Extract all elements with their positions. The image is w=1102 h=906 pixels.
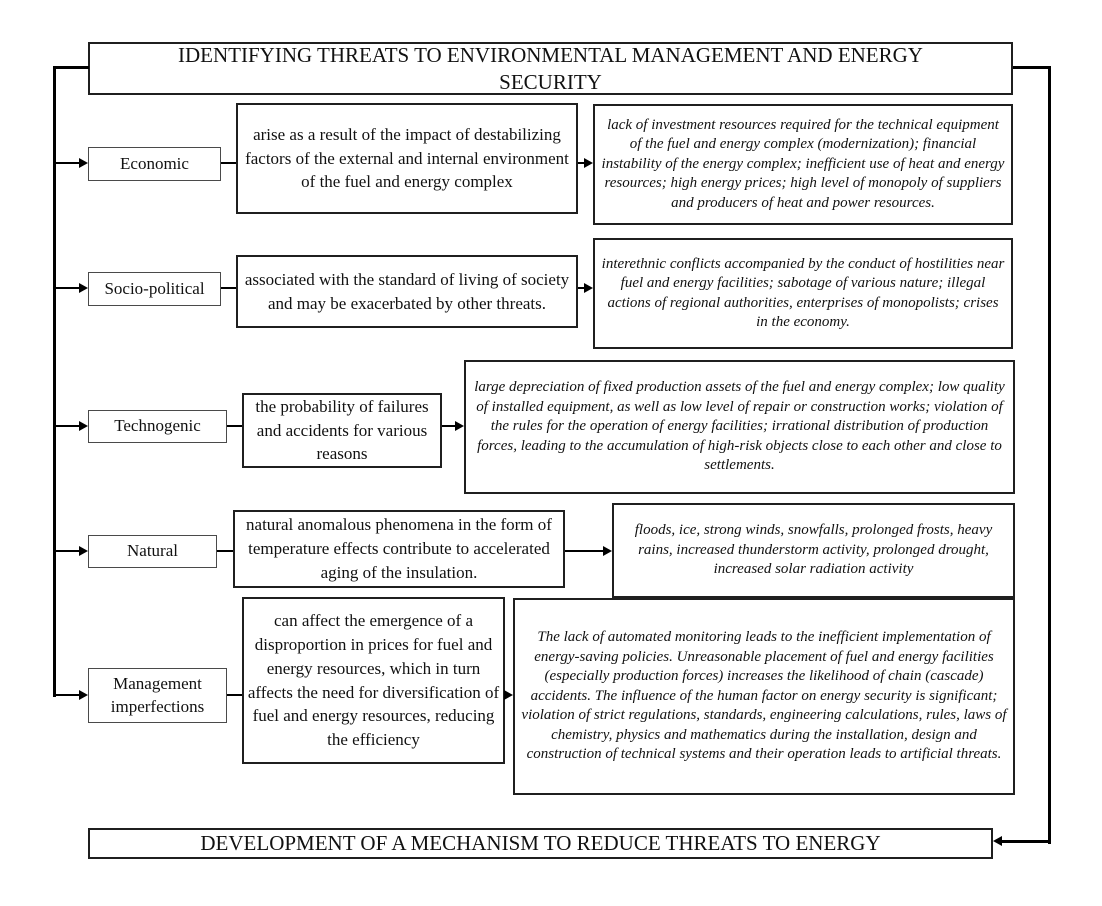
footer-text: DEVELOPMENT OF A MECHANISM TO REDUCE THREATS TO ENERGY (200, 831, 881, 856)
details-technogenic (464, 360, 1015, 494)
category-economic-label: Economic (120, 153, 189, 173)
link-management-description (227, 694, 242, 696)
details-socio-political-text: interethnic conflicts accompanied by the conduct of hostilities near fuel and energy facilities; sabotage of various nature; illegal actions of regional authorities, enterprises of monopolists; crises in the economy. (601, 255, 1005, 330)
title-text: IDENTIFYING THREATS TO ENVIRONMENTAL MANAGEMENT AND ENERGY SECURITY (178, 43, 923, 94)
description-technogenic-text: the probability of failures and accidents for various reasons (255, 396, 429, 464)
arrowhead-management-details-icon (504, 690, 513, 700)
branch-line-economic (56, 162, 80, 164)
category-socio-political-label: Socio-political (104, 278, 205, 298)
category-natural-label: Natural (127, 541, 178, 561)
right-trunk-bottom-stub (1002, 840, 1051, 843)
description-socio-political (236, 255, 578, 328)
left-trunk-line (53, 66, 56, 697)
category-technogenic-label: Technogenic (114, 416, 201, 436)
left-trunk-top-stub (53, 66, 89, 69)
details-natural-text: floods, ice, strong winds, snowfalls, prolonged frosts, heavy rains, increased thunderstorm activity, prolonged drought, increased solar radiation activity (634, 522, 993, 578)
description-natural (233, 510, 565, 588)
arrowhead-technogenic-details-icon (455, 421, 464, 431)
arrowhead-socio-political-details-icon (584, 283, 593, 293)
link-socio-political-description (221, 287, 236, 289)
details-management-imperfections (513, 598, 1015, 795)
arrowhead-natural-icon (79, 546, 88, 556)
branch-line-management (56, 694, 80, 696)
details-economic-text: lack of investment resources required for the technical equipment of the fuel and energy complex (modernization); financial instability of the energy complex; inefficient use of heat and energy resources; high energy prices; high level of monopoly of suppliers and producers of heat and power resources. (601, 116, 1005, 211)
category-management-imperfections-label: Management imperfections (110, 673, 205, 716)
category-socio-political (88, 272, 221, 306)
details-management-imperfections-text: The lack of automated monitoring leads to the inefficient implementation of energy-saving policies. Unreasonable placement of fuel and energy facilities (especially production forces) increases the likelihood of chain (cascade) accidents. The influence of the human factor on energy security is significant; violation of strict regulations, standards, engineering calculations, rules, laws of chemistry, physics and mathematics during the installation, design and construction of technical systems and their operation leads to artificial threats. (521, 629, 1007, 763)
category-natural (88, 535, 217, 568)
branch-line-socio-political (56, 287, 80, 289)
description-technogenic (242, 393, 442, 468)
description-economic (236, 103, 578, 214)
footer-box (88, 828, 993, 859)
right-trunk-line (1048, 66, 1051, 844)
right-trunk-top-stub (1013, 66, 1051, 69)
link-technogenic-description (227, 425, 242, 427)
category-economic (88, 147, 221, 181)
arrowhead-socio-political-icon (79, 283, 88, 293)
details-socio-political (593, 238, 1013, 349)
details-technogenic-text: large depreciation of fixed production assets of the fuel and energy complex; low quality of installed equipment, as well as low level of repair or construction works; violation of the rules for the operation of energy facilities; irrational distribution of production forces, leading to the accumulation of high-risk objects close to each other and close to settlements. (474, 379, 1005, 474)
details-natural (612, 503, 1015, 598)
description-socio-political-text: associated with the standard of living of society and may be exacerbated by other threats. (244, 269, 570, 313)
arrowhead-footer-icon (993, 836, 1002, 846)
details-economic (593, 104, 1013, 225)
arrowhead-management-icon (79, 690, 88, 700)
arrowhead-economic-details-icon (584, 158, 593, 168)
description-natural-text: natural anomalous phenomena in the form of temperature effects contribute to accelerated aging of the insulation. (246, 515, 552, 582)
arrowhead-economic-icon (79, 158, 88, 168)
arrowhead-natural-details-icon (603, 546, 612, 556)
description-management-imperfections-text: can affect the emergence of a disproportion in prices for fuel and energy resources, which in turn affects the need for diversification of fuel and energy resources, reducing the efficiency (247, 611, 500, 750)
link-natural-description (217, 550, 233, 552)
link-economic-description (221, 162, 236, 164)
description-economic-text: arise as a result of the impact of destabilizing factors of the external and internal environment of the fuel and energy complex (245, 124, 569, 192)
description-management-imperfections (242, 597, 505, 764)
arrow-line-technogenic-details (442, 425, 456, 427)
title-box (88, 42, 1013, 95)
category-management-imperfections (88, 668, 227, 723)
branch-line-natural (56, 550, 80, 552)
arrowhead-technogenic-icon (79, 421, 88, 431)
arrow-line-natural-details (565, 550, 604, 552)
branch-line-technogenic (56, 425, 80, 427)
category-technogenic (88, 410, 227, 443)
